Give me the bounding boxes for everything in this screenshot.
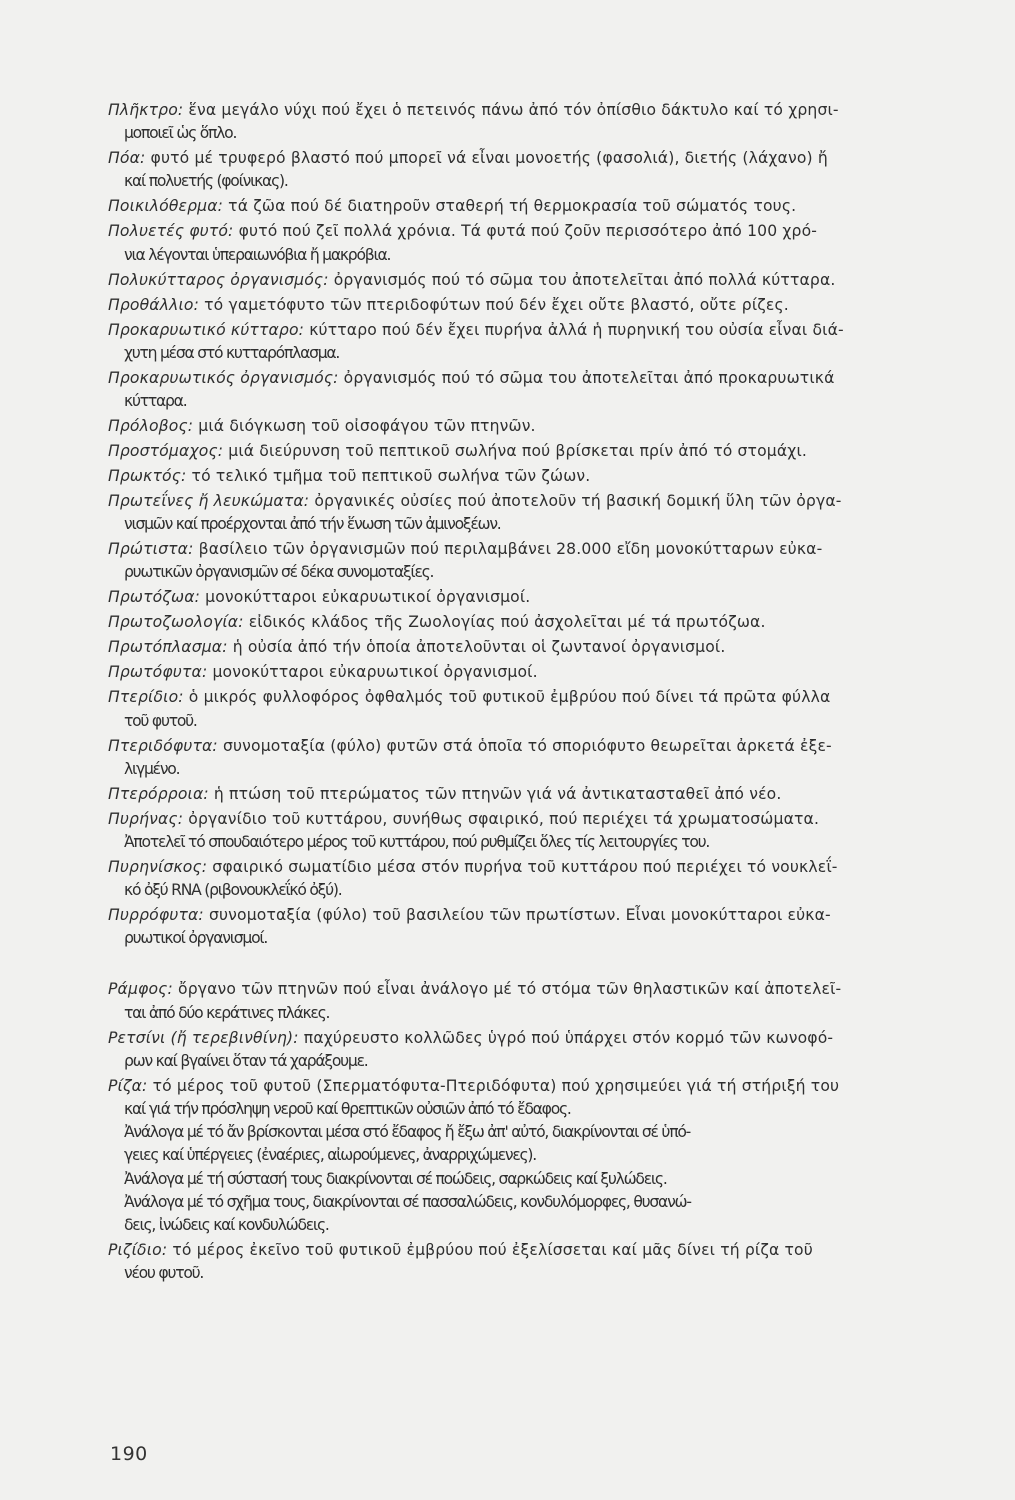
entry-definition-text: συνομοταξία (φύλο) τοῦ βασιλείου τῶν πρωτίστων. Εἶναι μονοκύτταροι εὐκα- [208,906,831,925]
entry-definition-text: τοῦ φυτοῦ. [124,711,197,730]
glossary-entry [108,465,966,488]
glossary-entry [108,735,966,781]
entry-continuation-line [108,1002,966,1025]
glossary-entry [108,319,966,365]
entry-definition-text: τά ζῶα πού δέ διατηροῦν σταθερή τή θερμοκρασία τοῦ σώματός τους. [228,197,797,216]
entry-first-line [108,611,966,634]
glossary-entry [108,636,966,659]
entry-first-line [108,1027,966,1050]
entry-first-line [108,294,966,317]
entry-continuation-line [108,758,966,781]
entry-term: Προστόμαχος: [108,442,224,461]
entry-definition-text: καί γιά τήν πρόσληψη νεροῦ καί θρεπτικῶν οὐσιῶν ἀπό τό ἔδαφος. [124,1100,571,1119]
entry-definition-text: φυτό πού ζεῖ πολλά χρόνια. Τά φυτά πού ζοῦν περισσότερο ἀπό 100 χρό- [238,222,818,241]
entry-definition-text: μοποιεῖ ὡς ὅπλο. [124,124,237,143]
entry-term: Πρώτιστα: [108,540,194,559]
entry-term: Ριζίδιο: [108,1241,168,1260]
entry-first-line [108,904,966,927]
entry-definition-text: συνομοταξία (φύλο) φυτῶν στά ὁποῖα τό σποριόφυτο θεωρεῖται ἀρκετά ἐξε- [222,736,832,755]
entry-first-line [108,195,966,218]
entry-continuation-line [108,1191,966,1214]
entry-definition-text: κύτταρα. [124,392,187,411]
entry-definition-text: τό μέρος ἐκεῖνο τοῦ φυτικοῦ ἐμβρύου πού ἐξελίσσεται καί μᾶς δίνει τή ρίζα τοῦ [172,1241,813,1260]
glossary-entry [108,1027,966,1073]
entry-term: Πρωτεΐνες ἤ λευκώματα: [108,492,310,511]
entry-definition-text: Ἀποτελεῖ τό σπουδαιότερο μέρος τοῦ κυττάρου, πού ρυθμίζει ὅλες τίς λειτουργίες του. [124,833,710,852]
entry-continuation-line [108,1168,966,1191]
glossary-entry [108,415,966,438]
entry-definition-text: Ἀνάλογα μέ τό ἄν βρίσκονται μέσα στό ἔδαφος ἤ ἔξω ἀπ' αὐτό, διακρίνονται σέ ὑπό- [124,1123,691,1142]
entry-definition-text: ρυωτικῶν ὀργανισμῶν σέ δέκα συνομοταξίες. [124,563,434,582]
entry-continuation-line [108,390,966,413]
glossary-entry [108,538,966,584]
entry-continuation-line [108,1144,966,1167]
entry-first-line [108,808,966,831]
glossary-entry [108,195,966,218]
entry-definition-text: μονοκύτταροι εὐκαρυωτικοί ὀργανισμοί. [212,663,538,682]
entry-definition-text: μιά διεύρυνση τοῦ πεπτικοῦ σωλήνα πού βρίσκεται πρίν ἀπό τό στομάχι. [228,442,807,461]
entry-term: Πτερίδιο: [108,688,184,707]
glossary-entry [108,269,966,292]
entry-definition-text: ὀργανισμός πού τό σῶμα του ἀποτελεῖται ἀπό πολλά κύτταρα. [333,270,836,289]
glossary-entry [108,611,966,634]
entry-first-line [108,319,966,342]
glossary-entry [108,99,966,145]
entry-definition-text: φυτό μέ τρυφερό βλαστό πού μπορεῖ νά εἶναι μονοετής (φασολιά), διετής (λάχανο) ἤ [150,149,828,168]
glossary-entry [108,1075,966,1237]
glossary-entries [108,99,966,1287]
entry-definition-text: ἕνα μεγάλο νύχι πού ἔχει ὁ πετεινός πάνω ἀπό τόν ὀπίσθιο δάκτυλο καί τό χρησι- [188,101,839,119]
entry-term: Πόα: [108,149,146,168]
glossary-entry [108,294,966,317]
entry-first-line [108,1239,966,1262]
entry-first-line [108,465,966,488]
entry-term: Πλῆκτρο: [108,101,184,119]
entry-definition-text: ρυωτικοί ὀργανισμοί. [124,929,268,948]
entry-definition-text: ὀργανισμός πού τό σῶμα του ἀποτελεῖται ἀπό προκαρυωτικά [343,368,835,387]
entry-first-line [108,586,966,609]
entry-first-line [108,538,966,561]
entry-definition-text: ὄργανο τῶν πτηνῶν πού εἶναι ἀνάλογο μέ τό στόμα τῶν θηλαστικῶν καί ἀποτελεῖ- [178,980,842,999]
entry-first-line [108,99,966,122]
page-number: 190 [110,1443,148,1465]
entry-continuation-line [108,170,966,193]
entry-term: Πτεριδόφυτα: [108,736,218,755]
entry-definition-text: μονοκύτταροι εὐκαρυωτικοί ὀργανισμοί. [205,588,531,607]
entry-term: Πυρρόφυτα: [108,906,204,925]
entry-term: Πολυκύτταρος ὀργανισμός: [108,270,329,289]
entry-first-line [108,220,966,243]
entry-first-line [108,440,966,463]
entry-term: Ρίζα: [108,1076,148,1095]
entry-term: Πυρηνίσκος: [108,858,208,877]
entry-continuation-line [108,1262,966,1285]
entry-definition-text: τό τελικό τμῆμα τοῦ πεπτικοῦ σωλήνα τῶν ζώων. [191,467,591,486]
entry-first-line [108,978,966,1001]
glossary-entry [108,808,966,854]
entry-definition-text: ὀργανικές οὐσίες πού ἀποτελοῦν τή βασική δομική ὕλη τῶν ὀργα- [314,492,842,511]
entry-term: Πρωτόζωα: [108,588,201,607]
entry-first-line [108,686,966,709]
entry-continuation-line [108,927,966,950]
entry-definition-text: ὁ μικρός φυλλοφόρος ὀφθαλμός τοῦ φυτικοῦ ἐμβρύου πού δίνει τά πρῶτα φύλλα [188,688,831,707]
glossary-entry [108,904,966,950]
glossary-entry [108,783,966,806]
entry-continuation-line [108,1121,966,1144]
entry-definition-text: λιγμένο. [124,759,180,778]
entry-definition-text: παχύρευστο κολλῶδες ὑγρό πού ὑπάρχει στόν κορμό τῶν κωνοφό- [303,1028,834,1047]
entry-continuation-line [108,831,966,854]
entry-first-line [108,415,966,438]
section-gap [108,952,966,978]
entry-continuation-line [108,342,966,365]
entry-continuation-line [108,1098,966,1121]
entry-term: Προθάλλιο: [108,295,200,314]
entry-definition-text: βασίλειο τῶν ὀργανισμῶν πού περιλαμβάνει 28.000 εἴδη μονοκύτταρων εὐκα- [198,540,823,559]
glossary-entry [108,978,966,1024]
entry-continuation-line [108,710,966,733]
glossary-entry [108,440,966,463]
glossary-entry [108,856,966,902]
entry-definition-text: δεις, ἰνώδεις καί κονδυλώδεις. [124,1216,329,1235]
entry-definition-text: ρων καί βγαίνει ὅταν τά χαράξουμε. [124,1051,368,1070]
entry-definition-text: νισμῶν καί προέρχονται ἀπό τήν ἕνωση τῶν ἀμινοξέων. [124,515,501,534]
entry-definition-text: χυτη μέσα στό κυτταρόπλασμα. [124,343,340,362]
entry-term: Ρετσίνι (ἤ τερεβινθίνη): [108,1028,299,1047]
entry-continuation-line [108,1050,966,1073]
entry-continuation-line [108,561,966,584]
entry-term: Πολυετές φυτό: [108,222,234,241]
entry-definition-text: Ἀνάλογα μέ τό σχῆμα τους, διακρίνονται σέ πασσαλώδεις, κονδυλόμορφες, θυσανώ- [124,1192,691,1211]
entry-term: Πρωτοζωολογία: [108,613,244,632]
entry-term: Πρωκτός: [108,467,187,486]
entry-first-line [108,269,966,292]
entry-first-line [108,856,966,879]
glossary-entry [108,220,966,266]
entry-definition-text: ἡ οὐσία ἀπό τήν ὁποία ἀποτελοῦνται οἱ ζωντανοί ὀργανισμοί. [232,638,726,657]
glossary-entry [108,661,966,684]
entry-first-line [108,783,966,806]
entry-definition-text: γειες καί ὑπέργειες (ἐναέριες, αἰωρούμενες, ἀναρριχώμενες). [124,1146,536,1165]
entry-first-line [108,661,966,684]
entry-definition-text: ται ἀπό δύο κεράτινες πλάκες. [124,1003,330,1022]
entry-term: Πρωτόπλασμα: [108,638,228,657]
entry-definition-text: ὀργανίδιο τοῦ κυττάρου, συνήθως σφαιρικό, πού περιέχει τά χρωματοσώματα. [188,809,820,828]
entry-definition-text: κύτταρο πού δέν ἔχει πυρήνα ἀλλά ἡ πυρηνική του οὐσία εἶναι διά- [309,320,844,339]
entry-term: Πτερόρροια: [108,784,209,803]
entry-definition-text: νέου φυτοῦ. [124,1264,204,1283]
entry-definition-text: νια λέγονται ὑπεραιωνόβια ἤ μακρόβια. [124,245,391,264]
entry-definition-text: καί πολυετής (φοίνικας). [124,172,288,191]
entry-first-line [108,490,966,513]
glossary-entry [108,490,966,536]
entry-definition-text: κό ὀξύ RNA (ριβονουκλεΐκό ὀξύ). [124,881,342,900]
glossary-entry [108,147,966,193]
entry-first-line [108,367,966,390]
entry-continuation-line [108,513,966,536]
entry-term: Προκαρυωτικό κύτταρο: [108,320,305,339]
entry-term: Ράμφος: [108,980,173,999]
entry-definition-text: μιά διόγκωση τοῦ οἰσοφάγου τῶν πτηνῶν. [198,417,536,436]
entry-term: Πρωτόφυτα: [108,663,208,682]
glossary-entry [108,367,966,413]
entry-first-line [108,147,966,170]
entry-term: Προκαρυωτικός ὀργανισμός: [108,368,339,387]
glossary-entry [108,1239,966,1285]
entry-definition-text: Ἀνάλογα μέ τή σύστασή τους διακρίνονται σέ ποώδεις, σαρκώδεις καί ξυλώδεις. [124,1169,667,1188]
entry-definition-text: ἡ πτώση τοῦ πτερώματος τῶν πτηνῶν γιά νά ἀντικατασταθεῖ ἀπό νέο. [213,784,782,803]
glossary-entry [108,586,966,609]
entry-definition-text: σφαιρικό σωματίδιο μέσα στόν πυρήνα τοῦ κυττάρου πού περιέχει τό νουκλεΐ- [212,858,838,877]
entry-term: Ποικιλόθερμα: [108,197,224,216]
glossary-entry [108,686,966,732]
entry-definition-text: τό μέρος τοῦ φυτοῦ (Σπερματόφυτα-Πτεριδόφυτα) πού χρησιμεύει γιά τή στήριξή του [152,1076,840,1095]
entry-first-line [108,735,966,758]
entry-continuation-line [108,879,966,902]
entry-term: Πυρήνας: [108,809,184,828]
entry-continuation-line [108,122,966,145]
entry-continuation-line [108,1214,966,1237]
entry-first-line [108,1075,966,1098]
entry-definition-text: τό γαμετόφυτο τῶν πτεριδοφύτων πού δέν ἔχει οὔτε βλαστό, οὔτε ρίζες. [204,295,789,314]
entry-definition-text: εἰδικός κλάδος τῆς Ζωολογίας πού ἀσχολεῖται μέ τά πρωτόζωα. [248,613,766,632]
entry-first-line [108,636,966,659]
entry-continuation-line [108,244,966,267]
entry-term: Πρόλοβος: [108,417,194,436]
